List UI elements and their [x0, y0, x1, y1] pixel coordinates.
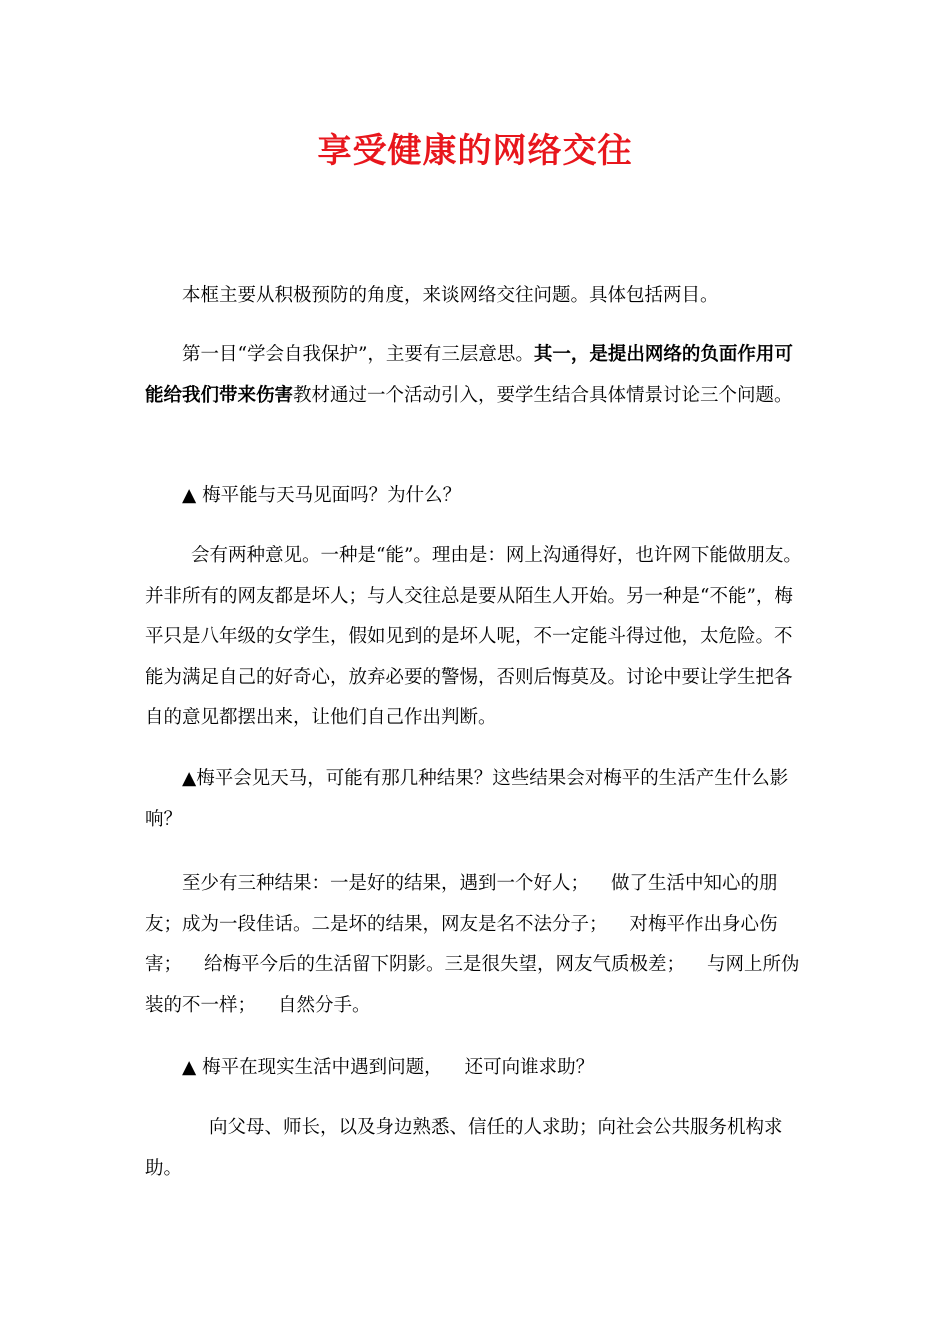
section-one-paragraph	[145, 335, 810, 416]
answer-two-part-3: 对梅平作出身心伤害；	[145, 913, 778, 975]
answer-two-part-2: 做了生活中知心的朋友；成为一段佳话。二是坏的结果，网友是名不法分子；	[145, 873, 778, 935]
document-title: 享受健康的网络交往	[317, 131, 633, 171]
answer-three: 向父母、师长，以及身边熟悉、信任的人求助；向社会公共服务机构求助。	[145, 1117, 783, 1179]
answer-one: 会有两种意见。一种是“能”。理由是：网上沟通得好，也许网下能做朋友。并非所有的网友都是坏人；与人交往总是要从陌生人开始。另一种是“不能”，梅平只是八年级的女学生，假如见到的是坏人呢，不一定能斗得过他，太危险。不能为满足自己的好奇心，放弃必要的警惕，否则后悔莫及。讨论中要让学生把各自的意见都摆出来，让他们自己作出判断。	[145, 545, 802, 728]
question-three-part-2: 还可向谁求助？	[464, 1057, 595, 1078]
section-one-bold-point: 其一，是提出网络的负面作用可能给我们带来伤害	[145, 344, 793, 406]
answer-two	[145, 864, 810, 1026]
answer-two-part-5: 与网上所伪装的不一样；	[145, 954, 800, 1016]
question-three	[145, 1048, 810, 1089]
section-one-intro-text: 第一目“学会自我保护”，主要有三层意思。	[182, 344, 534, 365]
answer-two-part-1: 至少有三种结果：一是好的结果，遇到一个好人；	[182, 873, 590, 894]
intro-paragraph: 本框主要从积极预防的角度，来谈网络交往问题。具体包括两目。	[182, 285, 719, 306]
question-three-part-1: ▲ 梅平在现实生活中遇到问题，	[182, 1057, 443, 1078]
answer-two-part-6: 自然分手。	[278, 994, 371, 1016]
question-two: ▲梅平会见天马，可能有那几种结果？这些结果会对梅平的生活产生什么影响？	[145, 768, 789, 830]
question-one: ▲ 梅平能与天马见面吗？为什么？	[182, 485, 462, 506]
section-one-activity-text: 教材通过一个活动引入，要学生结合具体情景讨论三个问题。	[293, 384, 793, 406]
answer-two-part-4: 给梅平今后的生活留下阴影。三是很失望，网友气质极差；	[204, 954, 686, 975]
